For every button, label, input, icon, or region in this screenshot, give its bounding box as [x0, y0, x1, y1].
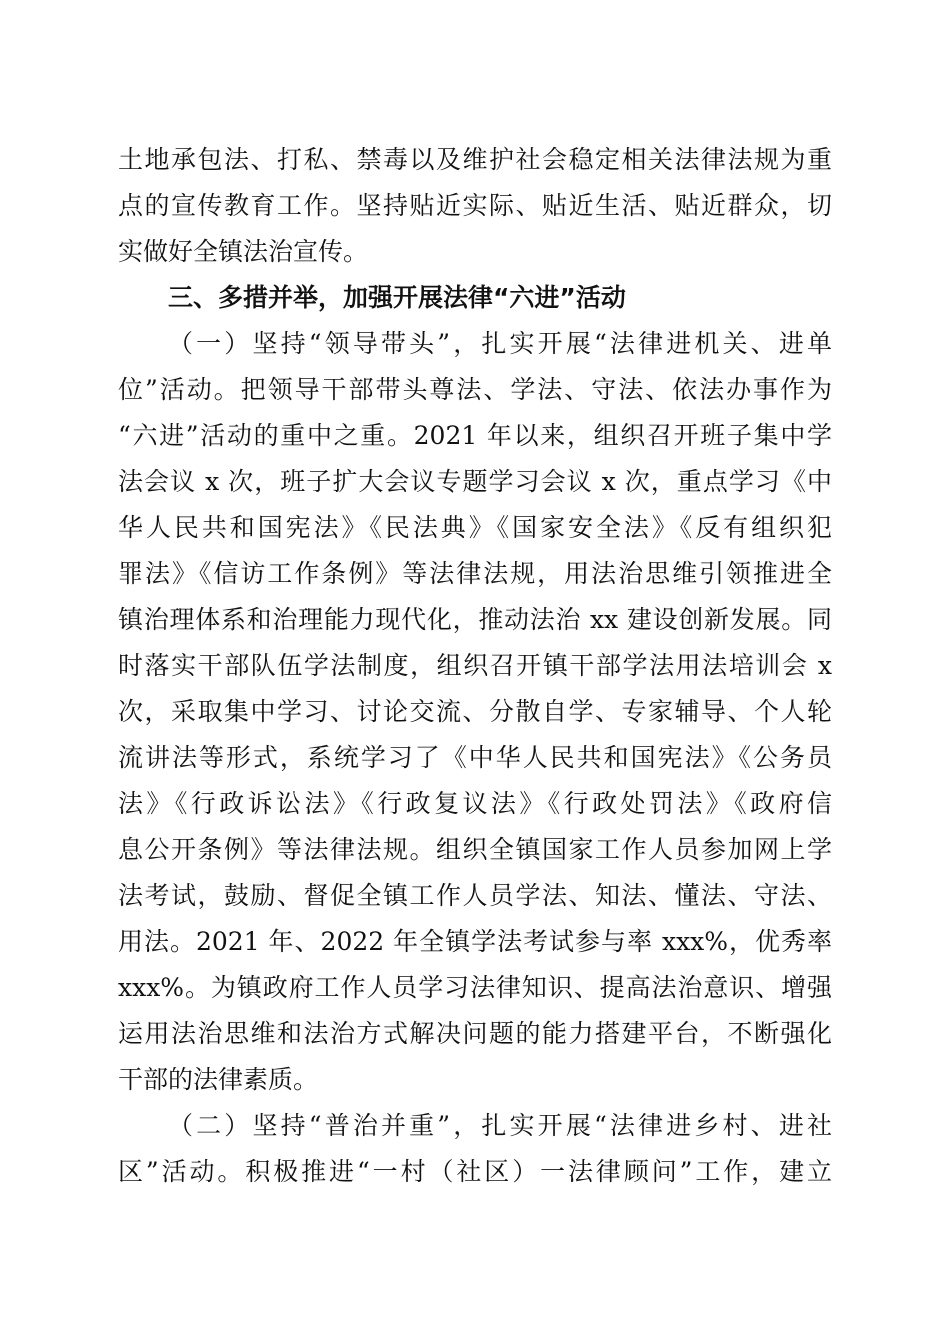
subsection-heading-line: （二）坚持“普治并重”，扎实开展“法律进乡村、进社 [168, 1111, 832, 1140]
body-text-line: 罪法》《信访工作条例》等法律法规，用法治思维引领推进全 [118, 559, 832, 588]
body-text-line: 华人民共和国宪法》《民法典》《国家安全法》《反有组织犯 [118, 513, 832, 542]
body-text-line: 法》《行政诉讼法》《行政复议法》《行政处罚法》《政府信 [118, 789, 832, 818]
body-text-line: 法考试，鼓励、督促全镇工作人员学法、知法、懂法、守法、 [118, 881, 832, 910]
body-text-line: 实做好全镇法治宣传。 [118, 237, 369, 266]
body-text-line: 区”活动。积极推进“一村（社区）一法律顾问”工作，建立 [118, 1157, 832, 1186]
body-text-line: 位”活动。把领导干部带头尊法、学法、守法、依法办事作为 [118, 375, 832, 404]
body-text-line: 镇治理体系和治理能力现代化，推动法治 xx 建设创新发展。同 [118, 605, 832, 634]
subsection-heading-line: （一）坚持“领导带头”，扎实开展“法律进机关、进单 [168, 329, 832, 358]
body-text-line: xxx%。为镇政府工作人员学习法律知识、提高法治意识、增强 [118, 973, 832, 1002]
body-text-line: 点的宣传教育工作。坚持贴近实际、贴近生活、贴近群众，切 [118, 191, 832, 220]
section-heading: 三、多措并举，加强开展法律“六进”活动 [168, 283, 626, 312]
body-text-line: 用法。2021 年、2022 年全镇学法考试参与率 xxx%，优秀率 [118, 927, 832, 956]
body-text-line: 干部的法律素质。 [118, 1065, 319, 1094]
body-text-line: 息公开条例》等法律法规。组织全镇国家工作人员参加网上学 [118, 835, 832, 864]
body-text-line: “六进”活动的重中之重。2021 年以来，组织召开班子集中学 [118, 421, 832, 450]
body-text-line: 运用法治思维和法治方式解决问题的能力搭建平台，不断强化 [118, 1019, 832, 1048]
body-text-line: 次，采取集中学习、讨论交流、分散自学、专家辅导、个人轮 [118, 697, 832, 726]
body-text-line: 土地承包法、打私、禁毒以及维护社会稳定相关法律法规为重 [118, 145, 832, 174]
body-text-line: 流讲法等形式，系统学习了《中华人民共和国宪法》《公务员 [118, 743, 832, 772]
body-text-line: 法会议 x 次，班子扩大会议专题学习会议 x 次，重点学习《中 [118, 467, 832, 496]
body-text-line: 时落实干部队伍学法制度，组织召开镇干部学法用法培训会 x [118, 651, 832, 680]
